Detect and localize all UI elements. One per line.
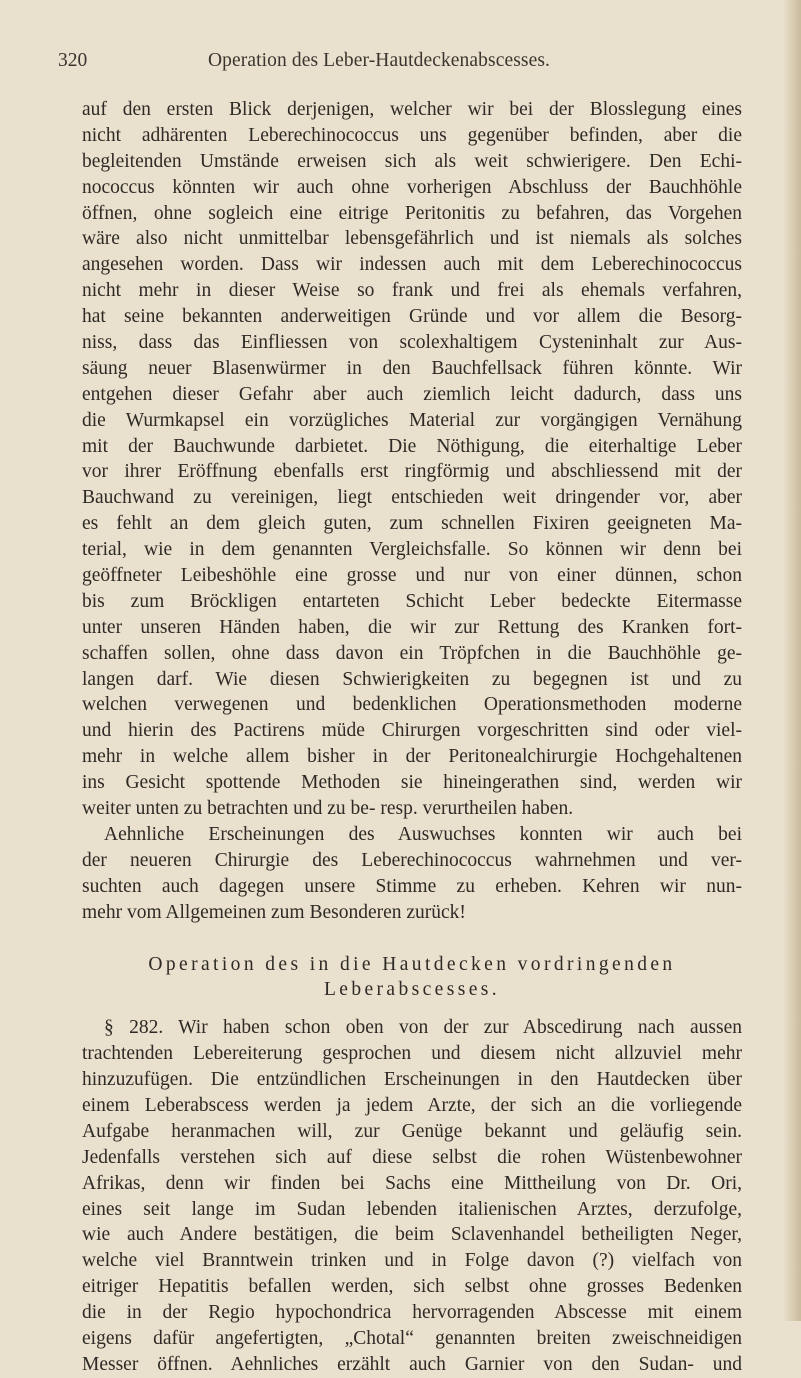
text-line: mehr vom Allgemeinen zum Besonderen zurück! bbox=[82, 901, 466, 923]
text-line: Jedenfalls verstehen sich auf diese selbst die rohen Wüstenbewohner bbox=[82, 1146, 742, 1168]
text-line: mehr in welche allem bisher in der Peritonealchirurgie Hochgehaltenen bbox=[82, 746, 742, 768]
text-line: trachtenden Lebereiterung gesprochen und diesem nicht allzuviel mehr bbox=[82, 1043, 742, 1065]
text-line: nicht mehr in dieser Weise so frank und frei als ehemals verfahren, bbox=[82, 280, 742, 302]
section-heading-line: Operation des in die Hautdecken vordringenden bbox=[148, 953, 676, 975]
page-number: 320 bbox=[58, 50, 88, 71]
paragraph-3 bbox=[82, 1015, 742, 1377]
text-line: § 282. Wir haben schon oben von der zur Abscedirung nach aussen bbox=[104, 1017, 742, 1039]
text-line: einem Leberabscess werden ja jedem Arzte, der sich an die vorliegende bbox=[82, 1094, 742, 1116]
text-line: ins Gesicht spottende Methoden sie hineingerathen sind, werden wir bbox=[82, 772, 742, 794]
text-line: unter unseren Händen haben, die wir zur Rettung des Kranken fort- bbox=[82, 616, 742, 638]
text-line: es fehlt an dem gleich guten, zum schnellen Fixiren geeigneten Ma- bbox=[82, 513, 742, 535]
text-line: vor ihrer Eröffnung ebenfalls erst ringförmig und abschliessend mit der bbox=[82, 461, 742, 483]
text-line: niss, dass das Einfliessen von scolexhaltigem Cysteninhalt zur Aus- bbox=[82, 332, 742, 354]
page-header bbox=[58, 50, 758, 80]
spacer bbox=[82, 926, 742, 952]
text-line: öffnen, ohne sogleich eine eitrige Peritonitis zu befahren, das Vorgehen bbox=[82, 202, 742, 224]
text-line: die in der Regio hypochondrica hervorragenden Abscesse mit einem bbox=[82, 1302, 742, 1324]
text-line: der neueren Chirurgie des Leberechinococcus wahrnehmen und ver- bbox=[82, 849, 742, 871]
text-line: welche viel Branntwein trinken und in Folge davon (?) vielfach von bbox=[82, 1250, 742, 1272]
spacer bbox=[82, 1003, 742, 1015]
text-line: Aufgabe heranmachen will, zur Genüge bekannt und geläufig sein. bbox=[82, 1120, 742, 1142]
section-heading-line: Leberabscesses. bbox=[323, 979, 501, 1001]
text-line: terial, wie in dem genannten Vergleichsfalle. So können wir denn bei bbox=[82, 539, 742, 561]
text-line: Messer öffnen. Aehnliches erzählt auch Garnier von den Sudan- und bbox=[82, 1353, 742, 1375]
text-line: schaffen sollen, ohne dass davon ein Tröpfchen in die Bauchhöhle ge- bbox=[82, 642, 742, 664]
text-line: Aehnliche Erscheinungen des Auswuchses konnten wir auch bei bbox=[104, 823, 742, 845]
text-line: eigens dafür angefertigten, „Chotal“ genannten breiten zweischneidigen bbox=[82, 1327, 742, 1349]
text-line: begleitenden Umstände erweisen sich als weit schwierigere. Den Echi- bbox=[82, 150, 742, 172]
paragraph-1 bbox=[82, 97, 742, 822]
body-text bbox=[82, 97, 742, 1378]
text-line: Bauchwand zu vereinigen, liegt entschieden weit dringender vor, aber bbox=[82, 487, 742, 509]
text-line: suchten auch dagegen unsere Stimme zu erheben. Kehren wir nun- bbox=[82, 875, 742, 897]
text-line: nicht adhärenten Leberechinococcus uns gegenüber befinden, aber die bbox=[82, 124, 742, 146]
text-line: und hierin des Pactirens müde Chirurgen vorgeschritten sind oder viel- bbox=[82, 720, 742, 742]
text-line: auf den ersten Blick derjenigen, welcher wir bei der Blosslegung eines bbox=[82, 99, 742, 120]
text-line: säung neuer Blasenwürmer in den Bauchfellsack führen könnte. Wir bbox=[82, 357, 742, 379]
paragraph-2 bbox=[82, 822, 742, 926]
text-line: wäre also nicht unmittelbar lebensgefährlich und ist niemals als solches bbox=[82, 228, 742, 250]
text-line: geöffneter Leibeshöhle eine grosse und nur von einer dünnen, schon bbox=[82, 565, 742, 587]
text-line: angesehen worden. Dass wir indessen auch mit dem Leberechinococcus bbox=[82, 254, 742, 276]
text-line: langen darf. Wie diesen Schwierigkeiten zu begegnen ist und zu bbox=[82, 668, 742, 690]
text-line: mit der Bauchwunde darbietet. Die Nöthigung, die eiterhaltige Leber bbox=[82, 435, 742, 457]
text-line: hat seine bekannten anderweitigen Gründe und vor allem die Besorg- bbox=[82, 306, 742, 328]
text-line: eitriger Hepatitis befallen werden, sich selbst ohne grosses Bedenken bbox=[82, 1276, 742, 1298]
text-line: bis zum Bröckligen entarteten Schicht Leber bedeckte Eitermasse bbox=[82, 590, 742, 612]
section-heading bbox=[82, 952, 742, 1004]
text-line: nococcus könnten wir auch ohne vorherigen Abschluss der Bauchhöhle bbox=[82, 176, 742, 198]
text-line: wie auch Andere bestätigen, die beim Sclavenhandel betheiligten Neger, bbox=[82, 1224, 742, 1246]
text-line: weiter unten zu betrachten und zu be- resp. verurtheilen haben. bbox=[82, 798, 574, 820]
page-edge-shadow bbox=[783, 0, 801, 1321]
text-line: die Wurmkapsel ein vorzügliches Material zur vorgängigen Vernähung bbox=[82, 409, 742, 431]
text-line: welchen verwegenen und bedenklichen Operationsmethoden moderne bbox=[82, 694, 742, 716]
text-line: Afrikas, denn wir finden bei Sachs eine Mittheilung von Dr. Ori, bbox=[82, 1172, 742, 1194]
text-line: entgehen dieser Gefahr aber auch ziemlich leicht dadurch, dass uns bbox=[82, 383, 742, 405]
running-title: Operation des Leber-Hautdeckenabscesses. bbox=[208, 50, 551, 71]
text-line: hinzuzufügen. Die entzündlichen Erscheinungen in den Hautdecken über bbox=[82, 1069, 742, 1091]
text-line: eines seit lange im Sudan lebenden italienischen Arztes, derzufolge, bbox=[82, 1198, 742, 1220]
